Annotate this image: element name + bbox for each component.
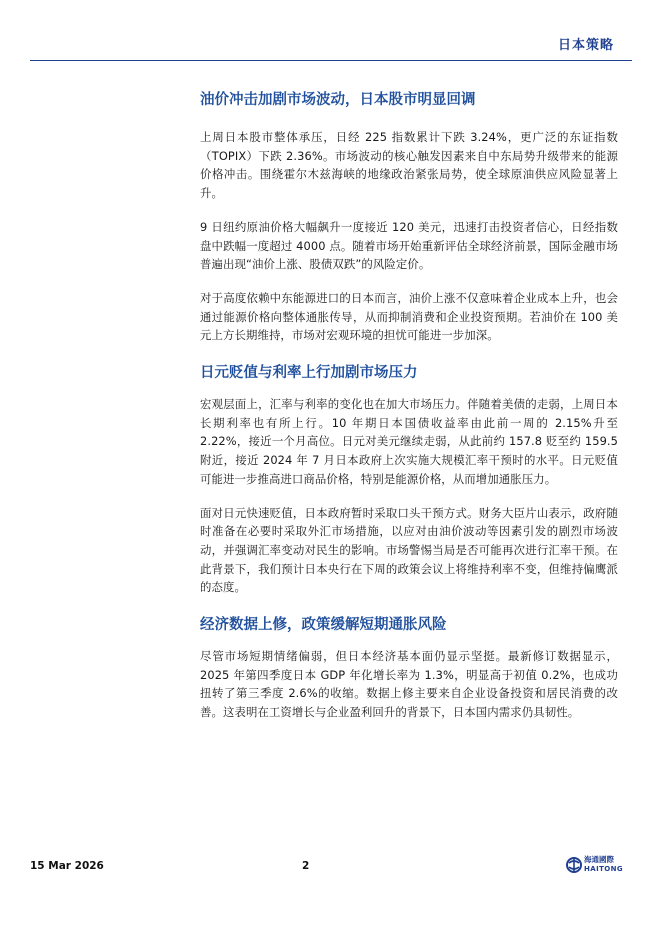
paragraph: 对于高度依赖中东能源进口的日本而言，油价上涨不仅意味着企业成本上升，也会通过能源价格向整体通胀传导，从而抑制消费和企业投资预期。若油价在 100 美元上方长期维持，市场对宏观环境的担忧可能进一步加深。	[200, 290, 618, 343]
paragraph: 面对日元快速贬值，日本政府暂时采取口头干预方式。财务大臣片山表示，政府随时准备在必要时采取外汇市场措施，以应对由油价波动等因素引发的剧烈市场波动，并强调汇率变动对民生的影响。市场警惕当局是否可能再次进行汇率干预。在此背景下，我们预计日本央行在下周的政策会议上将维持利率不变，但维持偏鹰派的态度。	[200, 505, 618, 595]
paragraph: 尽管市场短期情绪偏弱，但日本经济基本面仍显示坚挺。最新修订数据显示，2025 年第四季度日本 GDP 年化增长率为 1.3%，明显高于初值 0.2%，也成功扭转了第三季度 2.6%的收缩。数据上修主要来自企业设备投资和居民消费的改善。这表明在工资增长与企业盈利回升的背景下，日本国内需求仍具韧性。	[200, 649, 618, 720]
paragraph: 上周日本股市整体承压，日经 225 指数累计下跌 3.24%，更广泛的东证指数（TOPIX）下跌 2.36%。市场波动的核心触发因素来自中东局势升级带来的能源价格冲击。围绕霍尔木兹海峡的地缘政治紧张局势，使全球原油供应风险显著上升。	[200, 130, 618, 201]
section-heading-2: 日元贬值与利率上行加剧市场压力	[200, 365, 418, 382]
haitong-logo	[566, 853, 636, 879]
paragraph: 9 日纽约原油价格大幅飙升一度接近 120 美元，迅速打击投资者信心，日经指数盘中跌幅一度超过 4000 点。随着市场开始重新评估全球经济前景，国际金融市场普遍出现“油价上涨、股债双跌”的风险定价。	[200, 219, 618, 272]
logo-text-cn: 海通國際	[584, 855, 614, 864]
main-content	[200, 90, 618, 737]
footer-date: 15 Mar 2026	[30, 860, 104, 872]
header-title: 日本策略	[557, 38, 614, 53]
haitong-logo-icon	[566, 855, 582, 875]
section-heading-3: 经济数据上修，政策缓解短期通胀风险	[200, 617, 447, 634]
paragraph: 宏观层面上，汇率与利率的变化也在加大市场压力。伴随着美债的走弱，上周日本长期利率也有所上行。10 年期日本国债收益率由此前一周的 2.15%升至 2.22%，接近一个月高位。日元对美元继续走弱，从此前约 157.8 贬至约 159.5 附近，接近 2024 年 7 月日本政府上次实施大规模汇率干预时的水平。日元贬值可能进一步推高进口商品价格，特别是能源价格，从而增加通胀压力。	[200, 397, 618, 486]
page-number: 2	[302, 860, 310, 872]
section-heading-1: 油价冲击加剧市场波动，日本股市明显回调	[200, 92, 476, 108]
logo-text-en: HAITONG	[584, 865, 624, 873]
header-rule	[30, 60, 632, 61]
